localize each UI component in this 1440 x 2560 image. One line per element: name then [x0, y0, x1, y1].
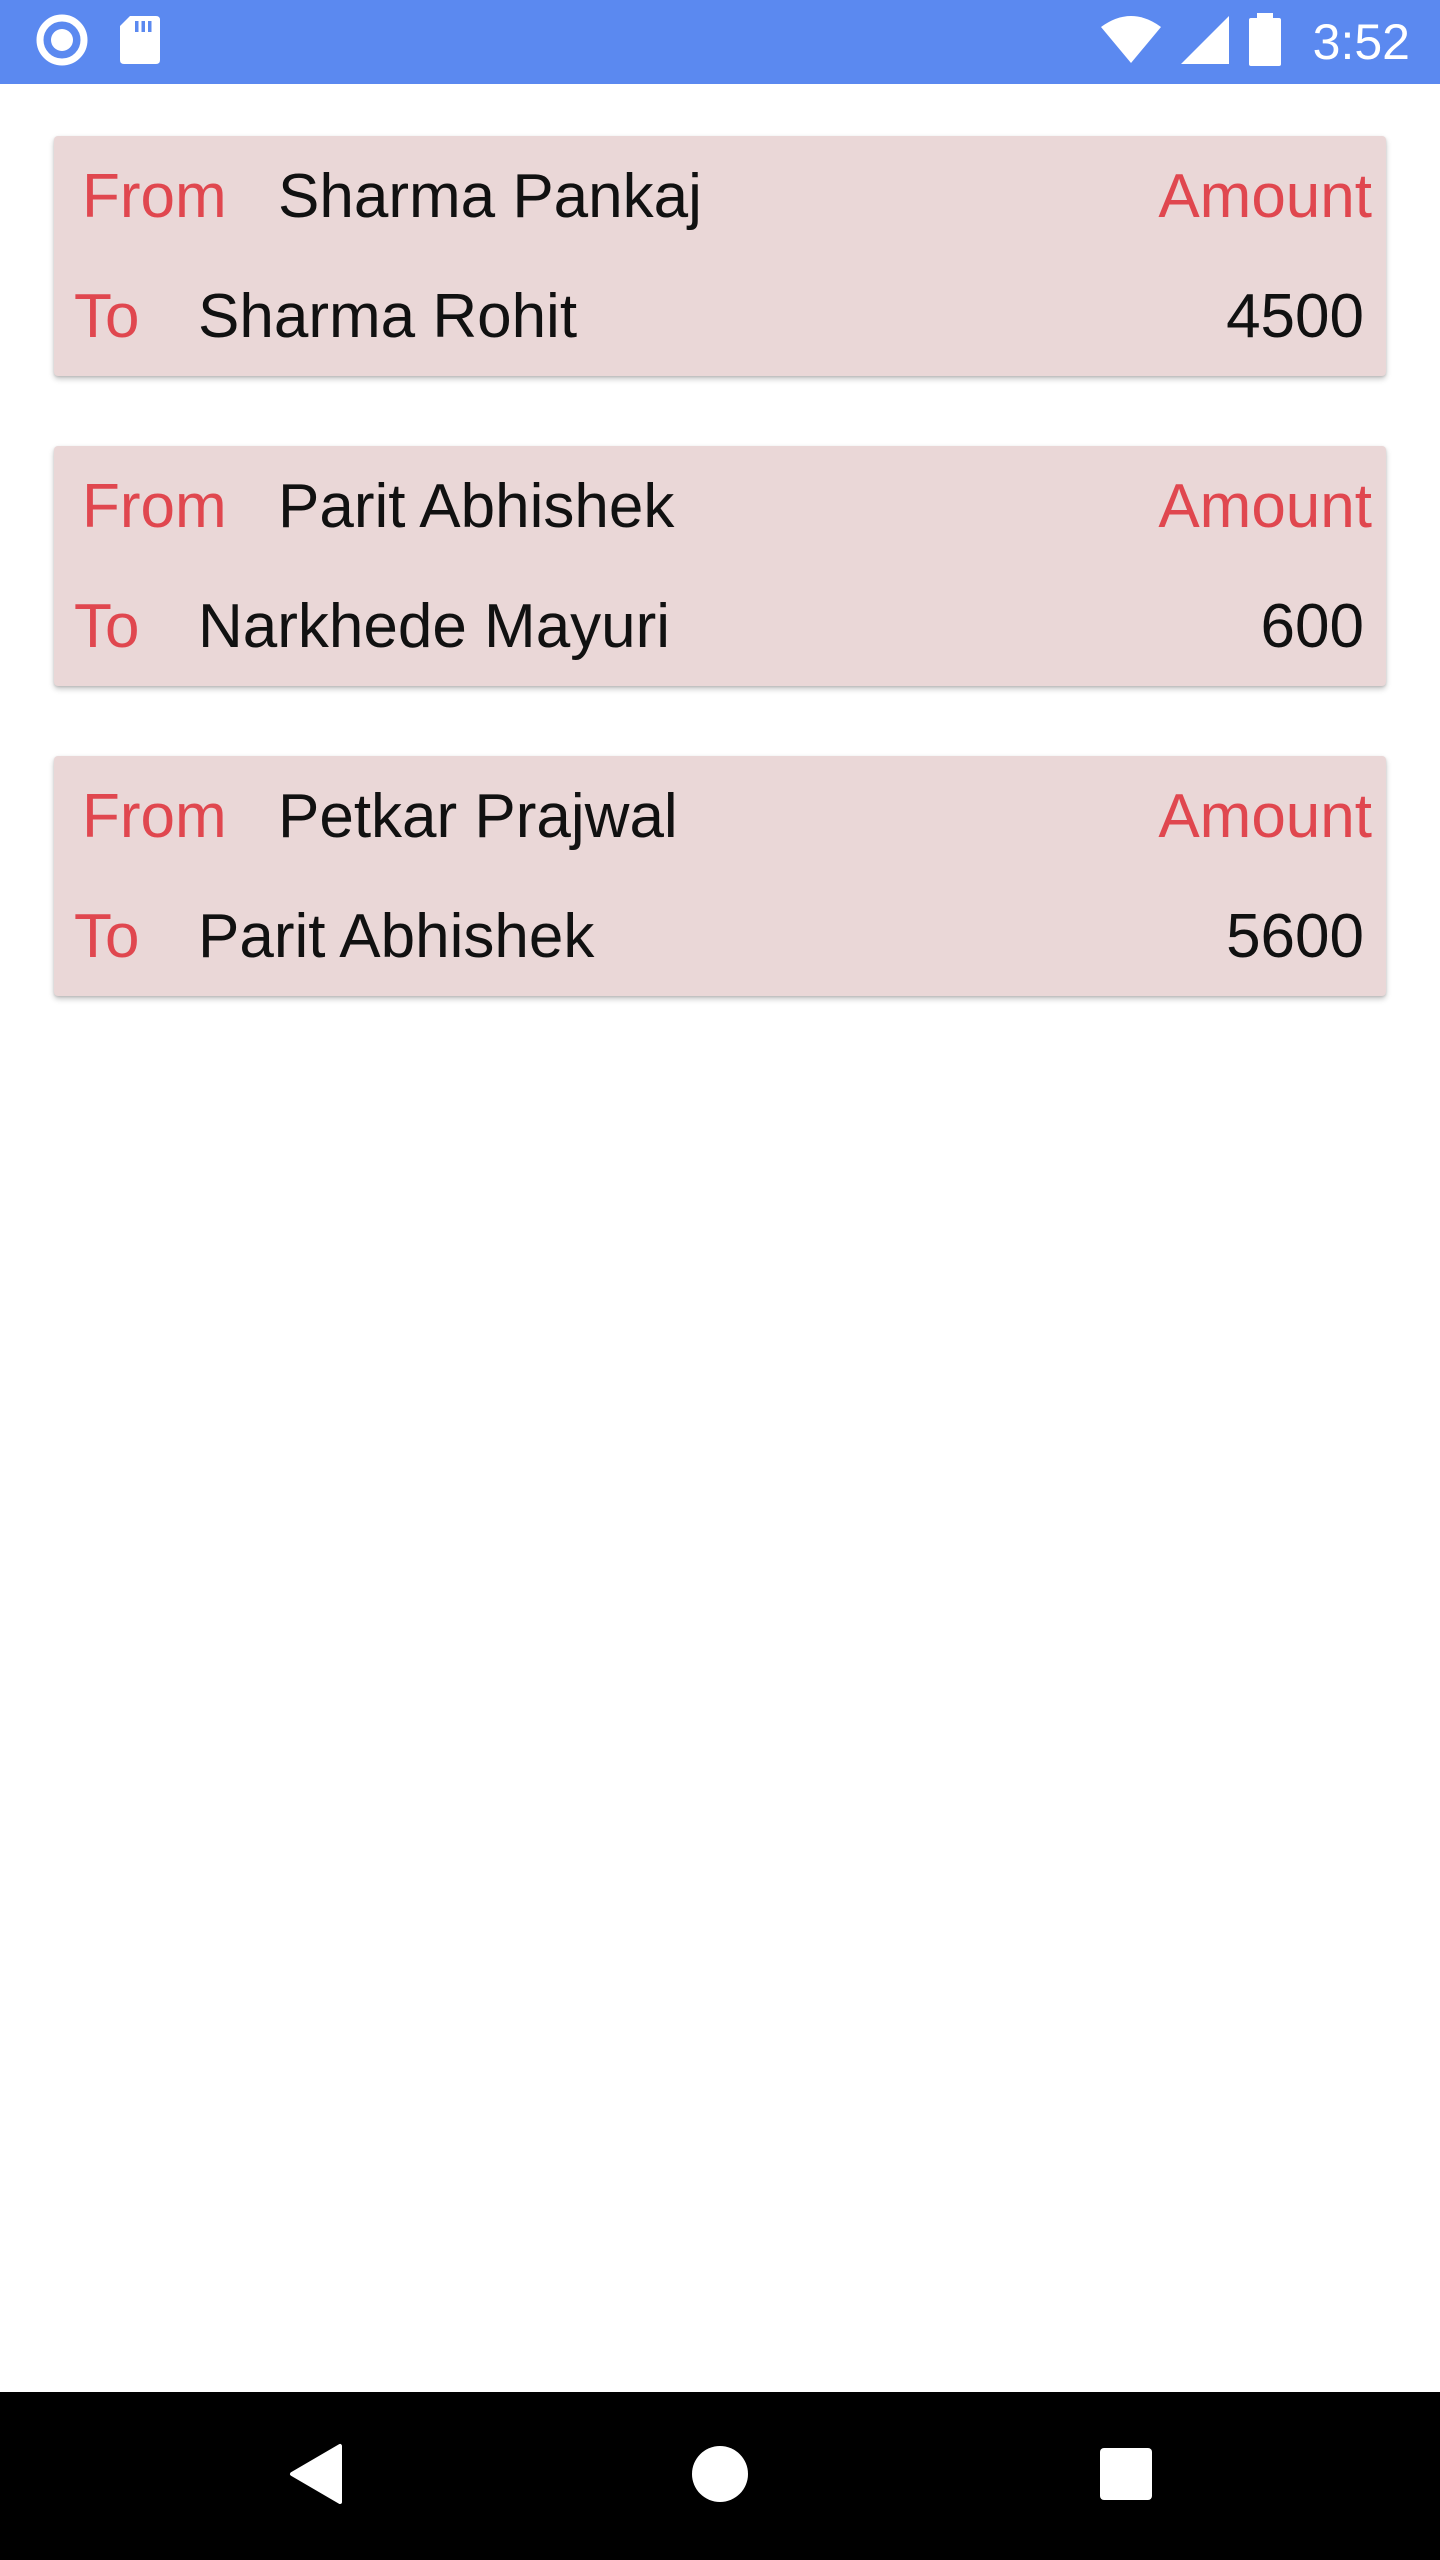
to-name: Sharma Rohit: [198, 282, 578, 351]
status-time: 3:52: [1312, 14, 1410, 70]
back-icon: [288, 2442, 344, 2511]
recording-icon: [36, 14, 88, 71]
signal-icon: [1179, 14, 1231, 71]
transaction-card[interactable]: [54, 756, 1386, 996]
back-button[interactable]: [256, 2392, 376, 2560]
battery-icon: [1247, 12, 1283, 73]
amount-value: 600: [1260, 592, 1364, 661]
to-label: To: [74, 282, 140, 351]
transaction-card[interactable]: [54, 136, 1386, 376]
amount-label: Amount: [1158, 782, 1372, 851]
transaction-card[interactable]: [54, 446, 1386, 686]
status-bar: [0, 0, 1440, 84]
status-bar-left: [36, 0, 162, 84]
from-name: Petkar Prajwal: [278, 782, 678, 851]
from-label: From: [82, 162, 227, 231]
from-label: From: [82, 782, 227, 851]
home-icon: [690, 2444, 750, 2509]
home-button[interactable]: [660, 2392, 780, 2560]
wifi-icon: [1099, 15, 1163, 70]
amount-label: Amount: [1158, 472, 1372, 541]
navigation-bar: [0, 2392, 1440, 2560]
status-bar-right: [1099, 0, 1410, 84]
recents-icon: [1099, 2447, 1153, 2506]
from-name: Sharma Pankaj: [278, 162, 702, 231]
transaction-list: [54, 136, 1386, 1066]
from-label: From: [82, 472, 227, 541]
recents-button[interactable]: [1066, 2392, 1186, 2560]
to-label: To: [74, 902, 140, 971]
amount-value: 5600: [1226, 902, 1364, 971]
to-name: Narkhede Mayuri: [198, 592, 671, 661]
amount-value: 4500: [1226, 282, 1364, 351]
amount-label: Amount: [1158, 162, 1372, 231]
to-label: To: [74, 592, 140, 661]
to-name: Parit Abhishek: [198, 902, 595, 971]
from-name: Parit Abhishek: [278, 472, 675, 541]
sd-card-icon: [118, 14, 162, 71]
